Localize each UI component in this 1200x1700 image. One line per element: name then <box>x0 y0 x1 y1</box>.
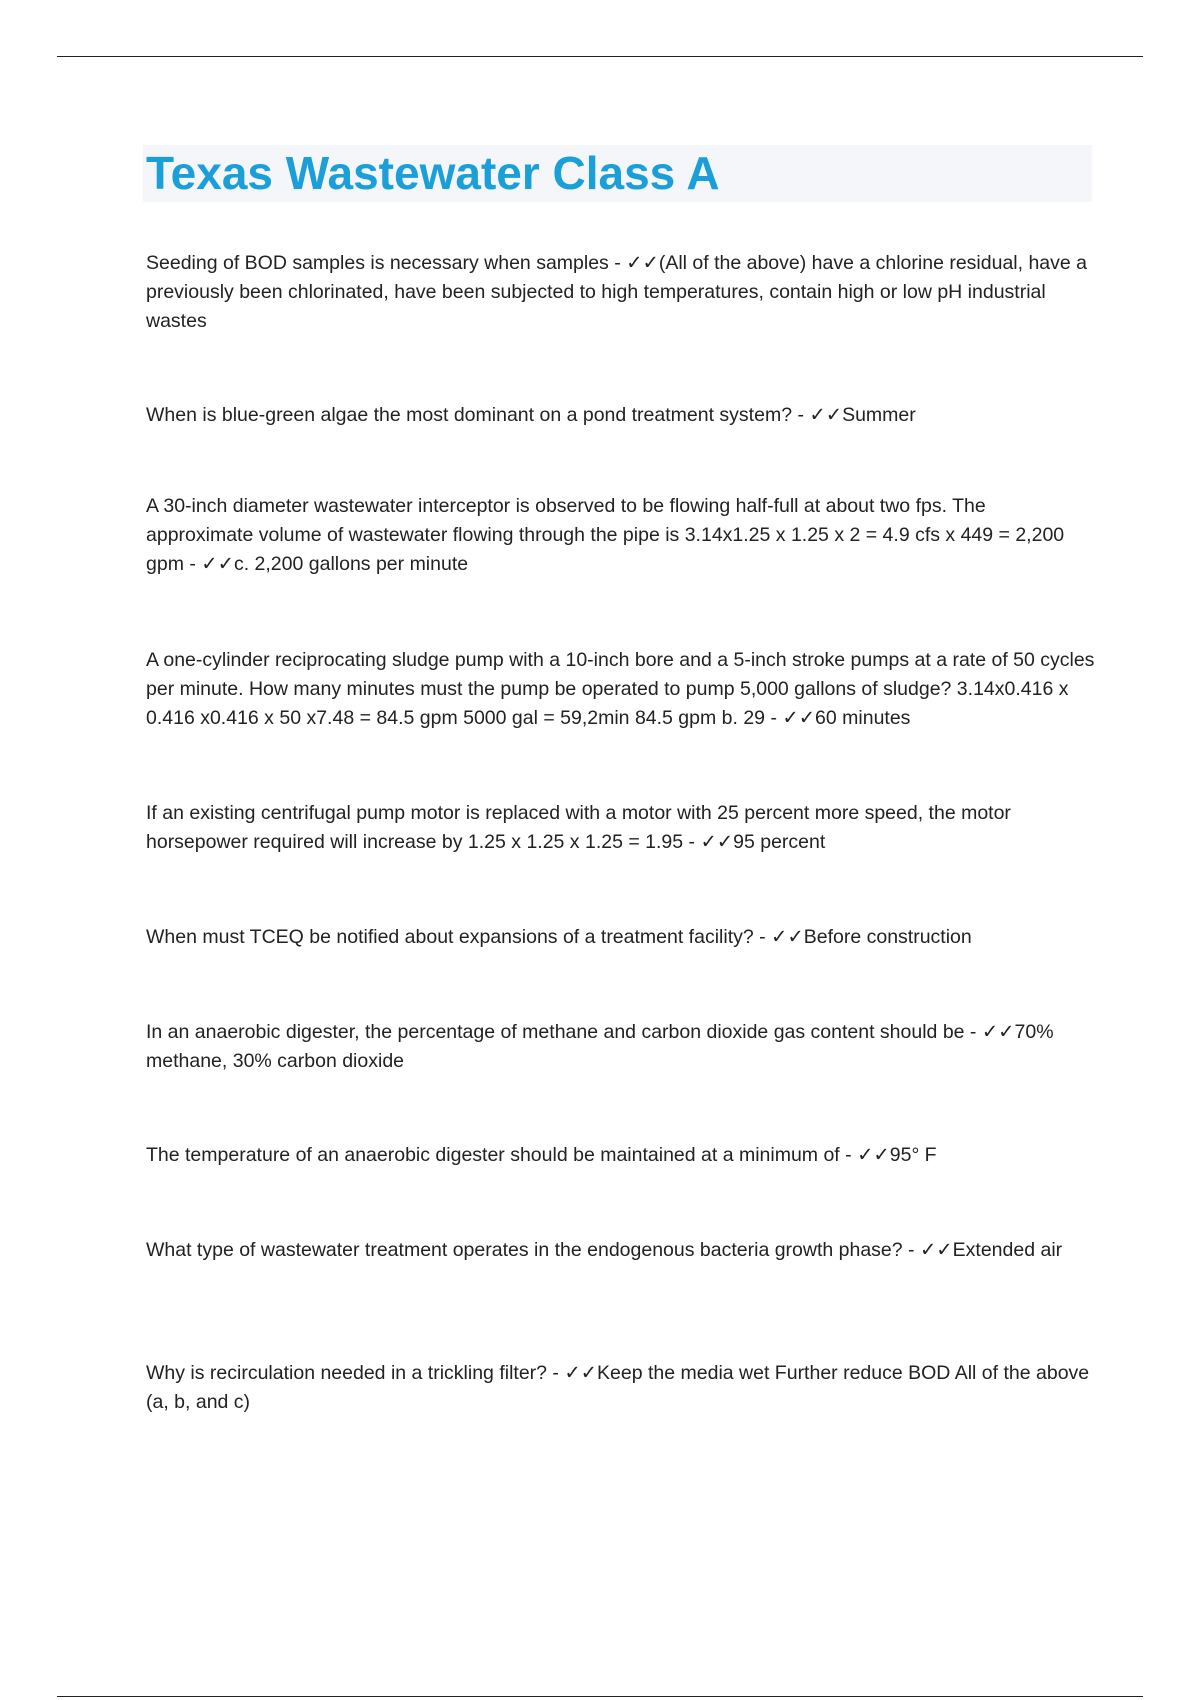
qa-item-3 <box>146 492 1096 579</box>
check-mark-icon: ✓✓ <box>919 1239 953 1261</box>
check-mark-icon: ✓✓ <box>782 707 816 729</box>
qa-item-2 <box>146 401 1096 430</box>
header-divider <box>57 56 1143 57</box>
question-text: Why is recirculation needed in a trickling filter? - <box>146 1362 565 1384</box>
answer-text: 70% methane, 30% carbon dioxide <box>146 1021 1054 1072</box>
qa-item-7 <box>146 1018 1096 1076</box>
question-text: A 30-inch diameter wastewater interceptor is observed to be flowing half-full at about two fps. The approximate volume of wastewater flowing through the pipe is 3.14x1.25 x 1.25 x 2 = 4.9 cfs x 449 = 2,200 gpm - <box>146 495 1065 575</box>
qa-item-4 <box>146 646 1096 733</box>
qa-item-1 <box>146 249 1096 336</box>
check-mark-icon: ✓✓ <box>626 252 659 274</box>
question-text: If an existing centrifugal pump motor is replaced with a motor with 25 percent more speed, the motor horsepower required will increase by 1.25 x 1.25 x 1.25 = 1.95 - <box>146 802 1011 853</box>
question-text: A one-cylinder reciprocating sludge pump with a 10-inch bore and a 5-inch stroke pumps at a rate of 50 cycles per minute. How many minutes must the pump be operated to pump 5,000 gallons of sludge? 3.14x0.416 x 0.416 x0.416 x 50 x7.48 = 84.5 gpm 5000 gal = 59,2min 84.5 gpm b. 29 - <box>146 649 1095 729</box>
answer-text: c. 2,200 gallons per minute <box>233 553 469 575</box>
qa-item-9 <box>146 1236 1096 1265</box>
question-text: What type of wastewater treatment operates in the endogenous bacteria growth phase? - <box>146 1239 920 1261</box>
answer-text: Keep the media wet Further reduce BOD All of the above (a, b, and c) <box>146 1362 1090 1413</box>
footer-divider <box>57 1696 1143 1697</box>
check-mark-icon: ✓✓ <box>700 831 734 853</box>
answer-text: 60 minutes <box>815 707 911 729</box>
answer-text: Extended air <box>952 1239 1063 1261</box>
question-text: Seeding of BOD samples is necessary when samples - <box>146 252 627 274</box>
qa-item-10 <box>146 1359 1096 1417</box>
answer-text: 95° F <box>889 1144 937 1166</box>
check-mark-icon: ✓✓ <box>564 1362 598 1384</box>
answer-text: 95 percent <box>733 831 826 853</box>
check-mark-icon: ✓✓ <box>201 553 234 575</box>
qa-item-6 <box>146 923 1096 952</box>
answer-text: Before construction <box>803 926 972 948</box>
answer-text: (All of the above) have a chlorine residual, have a previously been chlorinated, have been subjected to high temperatures, contain high or low pH industrial wastes <box>146 252 1087 332</box>
check-mark-icon: ✓✓ <box>981 1021 1015 1043</box>
question-text: In an anaerobic digester, the percentage of methane and carbon dioxide gas content should be - <box>146 1021 982 1043</box>
document-title: Texas Wastewater Class A <box>146 147 720 199</box>
question-text: When is blue-green algae the most dominant on a pond treatment system? - <box>146 404 810 426</box>
question-text: When must TCEQ be notified about expansions of a treatment facility? - <box>146 926 772 948</box>
check-mark-icon: ✓✓ <box>857 1144 890 1166</box>
check-mark-icon: ✓✓ <box>809 404 843 426</box>
answer-text: Summer <box>842 404 916 426</box>
qa-item-8 <box>146 1141 1096 1170</box>
check-mark-icon: ✓✓ <box>771 926 804 948</box>
qa-item-5 <box>146 799 1096 857</box>
question-text: The temperature of an anaerobic digester should be maintained at a minimum of - <box>146 1144 858 1166</box>
